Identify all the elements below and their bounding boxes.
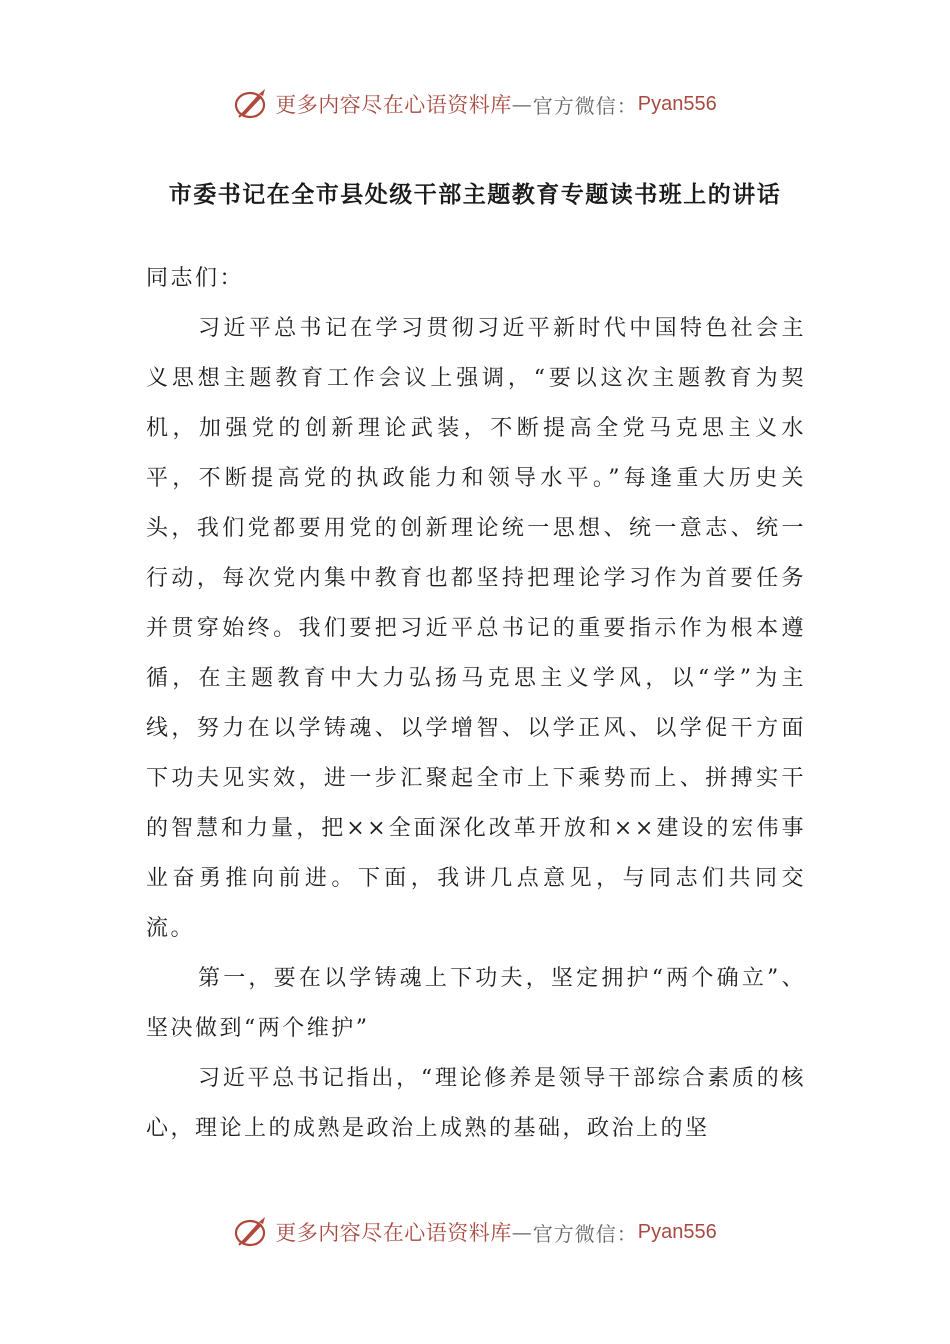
- paragraph: 习近平总书记指出，“理论修养是领导干部综合素质的核心，理论上的成熟是政治上成熟的基础，政治上的坚: [146, 1066, 806, 1141]
- official-text: 官方微信：: [532, 93, 638, 118]
- wechat-id: Pyan556: [637, 1220, 717, 1243]
- wechat-id: Pyan556: [637, 92, 717, 115]
- paragraph: 习近平总书记在学习贯彻习近平新时代中国特色社会主义思想主题教育工作会议上强调，“要以这次主题教育为契机，加强党的创新理论武装，不断提高全党马克思主义水平，不断提高党的执政能力和领导水平。”每逢重大历史关头，我们党都要用党的创新理论统一思想、统一意志、统一行动，每次党内集中教育也都坚持把理论学习作为首要任务并贯穿始终。我们要把习近平总书记的重要指示作为根本遵循，在主题教育中大力弘扬马克思主义学风，以“学”为主线，努力在以学铸魂、以学增智、以学正风、以学促干方面下功夫见实效，进一步汇聚起全市上下乘势而上、拼搏实干的智慧和力量，把××全面深化改革开放和××建设的宏伟事业奋勇推向前进。下面，我讲几点意见，与同志们共同交流。: [146, 316, 806, 941]
- quill-logo-icon: [233, 86, 269, 122]
- banner-dash: —: [511, 92, 533, 116]
- quill-logo-icon: [233, 1214, 269, 1250]
- brand-text: 更多内容尽在心语资料库: [275, 1221, 512, 1245]
- watermark-banner-bottom: [0, 1212, 950, 1252]
- section-heading: 第一，要在以学铸魂上下功夫，坚定拥护“两个确立”、坚决做到“两个维护”: [146, 966, 806, 1041]
- document-title: 市委书记在全市县处级干部主题教育专题读书班上的讲话: [168, 182, 782, 208]
- brand-text: 更多内容尽在心语资料库: [275, 93, 512, 117]
- official-text: 官方微信：: [532, 1221, 638, 1246]
- banner-dash: —: [511, 1220, 533, 1244]
- document-body: [146, 254, 806, 1154]
- watermark-banner-top: [0, 84, 950, 124]
- salutation: 同志们：: [146, 266, 245, 291]
